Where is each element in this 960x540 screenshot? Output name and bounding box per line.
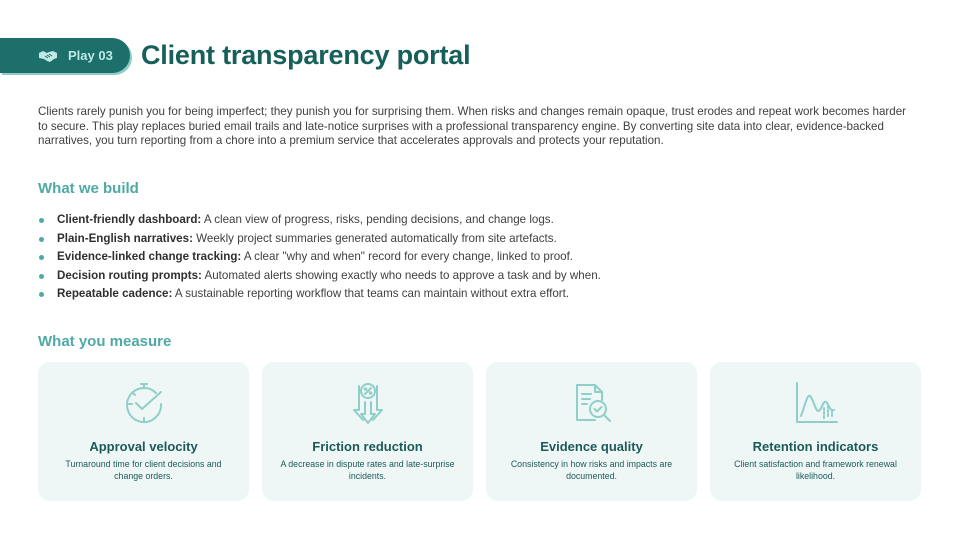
play-badge (0, 38, 130, 73)
card-title: Friction reduction (312, 439, 423, 454)
handshake-icon (38, 49, 58, 63)
list-item (38, 248, 601, 267)
metric-card-friction-reduction (262, 362, 473, 501)
item-text: A clean view of progress, risks, pending decisions, and change logs. (201, 213, 554, 226)
item-text: A sustainable reporting workflow that teams can maintain without extra effort. (172, 287, 570, 301)
metric-card-evidence-quality (486, 362, 697, 501)
item-term: Repeatable cadence: (57, 287, 173, 301)
page-title: Client transparency portal (141, 40, 471, 70)
item-term: Decision routing prompts: (57, 268, 202, 282)
metric-cards (38, 362, 921, 501)
item-term: Client-friendly dashboard: (57, 213, 202, 226)
bullet-dot (39, 255, 44, 260)
item-term: Plain-English narratives: (57, 231, 193, 245)
measure-heading: What you measure (38, 333, 172, 350)
bullet-dot (39, 237, 44, 242)
card-title: Retention indicators (752, 439, 879, 454)
stopwatch-check-icon (121, 380, 167, 426)
list-item (38, 285, 601, 304)
percent-down-arrows-icon (345, 380, 391, 426)
document-magnifier-icon (569, 380, 615, 426)
card-description: Client satisfaction and framework renewal likelihood. (734, 459, 897, 481)
bullet-dot (39, 274, 44, 279)
item-text: Automated alerts showing exactly who needs to approve a task and by when. (201, 268, 601, 282)
item-text: Weekly project summaries generated automatically from site artefacts. (192, 231, 557, 245)
card-title: Evidence quality (540, 439, 643, 454)
metric-card-retention-indicators (710, 362, 921, 501)
card-description: Consistency in how risks and impacts are documented. (510, 459, 673, 481)
build-heading: What we build (38, 180, 139, 197)
bullet-dot (39, 218, 44, 223)
list-item (38, 211, 601, 230)
list-item (38, 230, 601, 249)
intro-paragraph: Clients rarely punish you for being imperfect; they punish you for surprising them. When risks and changes remain opaque, trust erodes and repeat work becomes harder to secure. This play replaces buried email trails and late-notice surprises with a professional transparency engine. By converting site data into clear, evidence-backed narratives, you turn reporting from a chore into a premium service that accelerates approvals and protects your reputation. (38, 105, 907, 148)
metric-card-approval-velocity (38, 362, 249, 501)
play-label: Play 03 (68, 48, 113, 63)
list-item (38, 267, 601, 286)
item-term: Evidence-linked change tracking: (57, 250, 242, 264)
build-list (38, 211, 601, 304)
item-text: A clear "why and when" record for every change, linked to proof. (241, 250, 574, 264)
line-chart-icon (793, 380, 839, 426)
card-description: A decrease in dispute rates and late-surprise incidents. (280, 459, 455, 481)
bullet-dot (39, 292, 44, 297)
card-title: Approval velocity (89, 439, 198, 454)
card-description: Turnaround time for client decisions and change orders. (65, 459, 222, 481)
